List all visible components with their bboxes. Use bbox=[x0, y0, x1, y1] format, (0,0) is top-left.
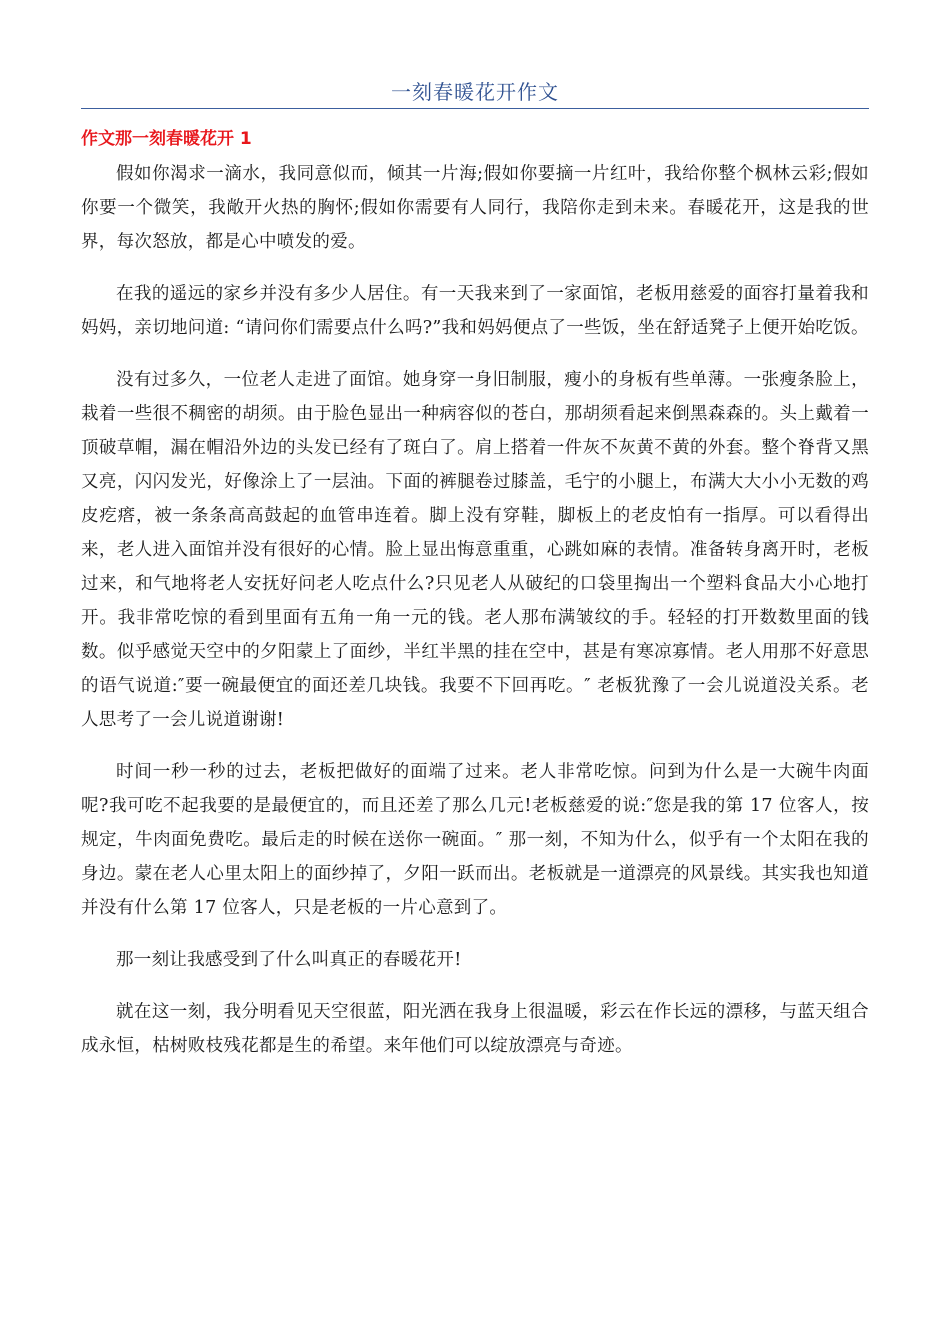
paragraph-2: 在我的遥远的家乡并没有多少人居住。有一天我来到了一家面馆，老板用慈爱的面容打量着我和妈妈，亲切地问道: “请问你们需要点什么吗?”我和妈妈便点了一些饭，坐在舒适凳子上便开始吃饭。 bbox=[81, 284, 869, 338]
paragraph-6: 就在这一刻，我分明看见天空很蓝，阳光洒在我身上很温暖，彩云在作长远的漂移，与蓝天组合成永恒，枯树败枝残花都是生的希望。来年他们可以绽放漂亮与奇迹。 bbox=[81, 1002, 869, 1056]
page-title: 一刻春暖花开作文 bbox=[391, 80, 559, 104]
essay-body bbox=[81, 157, 869, 1081]
page-header bbox=[81, 78, 869, 109]
paragraph-4: 时间一秒一秒的过去，老板把做好的面端了过来。老人非常吃惊。问到为什么是一大碗牛肉面呢?我可吃不起我要的是最便宜的，而且还差了那么几元!老板慈爱的说:″您是我的第 17 位客人，按规定，牛肉面免费吃。最后走的时候在送你一碗面。″ 那一刻，不知为什么，似乎有一个太阳在我的身边。蒙在老人心里太阳上的面纱掉了，夕阳一跃而出。老板就是一道漂亮的风景线。其实我也知道并没有什么第 17 位客人，只是老板的一片心意到了。 bbox=[81, 762, 869, 918]
paragraph-1: 假如你渴求一滴水，我同意似而，倾其一片海;假如你要摘一片红叶，我给你整个枫林云彩;假如你要一个微笑，我敞开火热的胸怀;假如你需要有人同行，我陪你走到未来。春暖花开，这是我的世界，每次怒放，都是心中喷发的爱。 bbox=[81, 164, 869, 252]
paragraph-3: 没有过多久，一位老人走进了面馆。她身穿一身旧制服，瘦小的身板有些单薄。一张瘦条脸上，栽着一些很不稠密的胡须。由于脸色显出一种病容似的苍白，那胡须看起来倒黑森森的。头上戴着一顶破草帽，漏在帽沿外边的头发已经有了斑白了。肩上搭着一件灰不灰黄不黄的外套。整个脊背又黑又亮，闪闪发光，好像涂上了一层油。下面的裤腿卷过膝盖，毛宁的小腿上，布满大大小小无数的鸡皮疙瘩，被一条条高高鼓起的血管串连着。脚上没有穿鞋，脚板上的老皮怕有一指厚。可以看得出来，老人进入面馆并没有很好的心情。脸上显出悔意重重，心跳如麻的表情。准备转身离开时，老板过来，和气地将老人安抚好问老人吃点什么?只见老人从破纪的口袋里掏出一个塑料食品大小心地打开。我非常吃惊的看到里面有五角一角一元的钱。老人那布满皱纹的手。轻轻的打开数数里面的钱数。似乎感觉天空中的夕阳蒙上了面纱，半红半黑的挂在空中，甚是有寒凉寡情。老人用那不好意思的语气说道:″要一碗最便宜的面还差几块钱。我要不下回再吃。″ 老板犹豫了一会儿说道没关系。老人思考了一会儿说道谢谢! bbox=[81, 370, 869, 730]
paragraph-5: 那一刻让我感受到了什么叫真正的春暖花开! bbox=[116, 950, 462, 970]
section-heading: 作文那一刻春暖花开 1 bbox=[81, 129, 252, 149]
